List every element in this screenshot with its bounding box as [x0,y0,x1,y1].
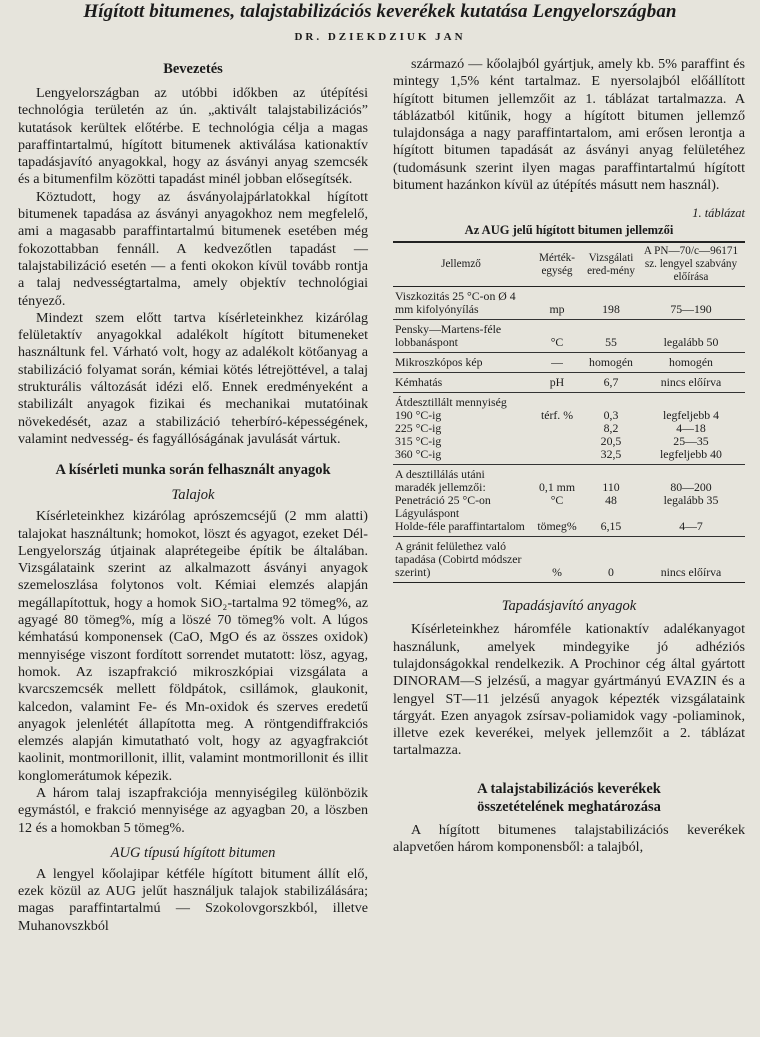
cell-result [585,465,637,537]
residue-standard: 4—7 [679,519,703,534]
distill-result: 20,5 [600,434,622,449]
cell-result: 198 [602,302,620,317]
right-column [393,56,745,856]
residue-result: 110 [602,480,620,495]
heading-soils: Talajok [171,487,215,504]
author: DR. DZIEKDZIUK JAN [294,31,466,43]
cell-property [393,393,529,465]
cell-standard: legalább 50 [637,320,745,353]
article-title: Hígított bitumenes, talajstabilizációs keverékek kutatása Lengyelországban [83,1,677,22]
cell-property: Pensky—Martens-féle lobbanáspont [393,320,529,353]
heading-materials: A kísérleti munka során felhasznált anyagok [55,462,331,479]
residue-item: Holde-féle paraffintartalom [395,519,525,534]
cell-unit: pH [529,373,585,393]
cell-property: Mikroszkópos kép [393,353,529,373]
cell-unit: — [529,353,585,373]
table-row [393,287,745,320]
table-row [393,393,745,465]
properties-table [393,241,745,583]
cell-standard [637,465,745,537]
heading-mix-composition: A talajstabilizációs keverékek összetételének meghatározása [477,780,661,815]
cell-unit: térf. % [529,393,585,465]
col-header-result: Vizsgálati ered-mény [585,242,637,287]
col-header-property: Jellemző [393,242,529,287]
table-row [393,465,745,537]
cell-unit: mp [549,302,565,317]
distill-result: 32,5 [600,447,622,462]
cell-standard [637,393,745,465]
cell-unit: % [529,537,585,583]
cell-standard: 75—190 [670,302,712,317]
col-header-standard: A PN—70/c—96171 sz. lengyel szabvány előírása [637,242,745,287]
heading-aug: AUG típusú hígított bitumen [110,844,276,861]
distill-temp: 360 °C-ig [395,447,442,462]
distill-temp: 315 °C-ig [395,434,442,449]
cell-property: Viszkozitás 25 °C-on Ø 4 mm kifolyónyílás [395,289,516,317]
residue-standard: 80—200 [670,480,712,495]
col-header-unit: Mérték-egység [529,242,585,287]
table-row [393,373,745,393]
paragraph-2: Köztudott, hogy az ásványolajpárlatokkal hígított bitumenek tapadása az ásványi anyagokhoz nem megfelelő, ami a magasabb paraffintartalmú bitumenek esetében még fokozottabban fennáll. A kedvezőtlen tapadást — talajstabilizáció esetén — a fenti okokon kívül tovább rontja a talaj nedvességtartalma, amely objektív technológiai tényező. [18,188,368,309]
residue-item: Lágyuláspont [395,506,460,521]
distill-label: Átdesztillált mennyiség [395,395,507,410]
distill-result: 8,2 [603,421,619,436]
residue-unit: 0,1 mm [538,480,576,495]
cell-unit [529,465,585,537]
distill-temp: 225 °C-ig [395,421,442,436]
heading-adhesion-agents: Tapadásjavító anyagok [501,598,637,615]
distill-temp: 190 °C-ig [395,408,442,423]
cell-result: 0 [585,537,637,583]
cell-result: 55 [585,320,637,353]
cell-property: A gránit felülethez való tapadása (Cobirtd módszer szerint) [393,537,529,583]
table-row [393,320,745,353]
table-title: Az AUG jelű hígított bitumen jellemzői [464,223,674,238]
left-column [18,56,368,935]
distill-standard: 4—18 [676,421,706,436]
paragraph-9: A hígított bitumenes talajstabilizációs keverékek alapvetően három komponensből: a talajból, [393,821,745,856]
cell-standard: nincs előírva [637,537,745,583]
cell-standard: nincs előírva [637,373,745,393]
residue-unit: °C [550,493,564,508]
distill-standard: legfeljebb 4 [662,408,719,423]
table-row [393,537,745,583]
cell-standard: homogén [637,353,745,373]
residue-result: 48 [605,493,617,508]
residue-result: 6,15 [600,519,622,534]
heading-bevezetes: Bevezetés [163,61,223,77]
cell-result [585,393,637,465]
paragraph-1: Lengyelországban az utóbbi időkben az útépítési technológia területén az ún. „aktivált talajstabilizációs” kutatások kerültek előtérbe. E technológia célja a magas paraffintartalmú, hígított bitumenek aktiválása kationaktív tapadásjavító anyagokkal, hogy az ásványi anyag szemcsék és a bitumenfilm közötti tapadást minél jobban elősegítsék. [18,85,368,188]
paragraph-3: Mindezt szem előtt tartva kísérleteinkhez kizárólag felületaktív anyagokkal adalékolt hígított bitumeneket használtunk fel. Várható volt, hogy az adalékolt kötőanyag a stabilizáció folyamat során, kémiai kötés létrejöttével, a talaj strukturális változását idézi elő. Ennek eredményeként a stabilizált anyagok fizikai és mechanikai mutatóinak növekedését, azaz a stabilizáció teherbíró-képességének, valamint nedvesség- és fagyállóságának javulását vártuk. [18,309,368,447]
distill-standard: legfeljebb 40 [660,447,722,462]
residue-item: Penetráció 25 °C-on [395,493,491,508]
paragraph-8: Kísérleteinkhez háromféle kationaktív adalékanyagot használunk, amelyek mindegyike jó adhéziós tulajdonságokkal rendelkezik. A Prochinor cég által gyártott DINORAM—S jelzésű, a magyar gyártmányú EVAZIN és a lengyel ST—11 jelzésű anyagok képezték vizsgálataink tárgyát. Ezen anyagok zsírsav-poliamidok vagy -poliaminok, illetve ezek keverékei, melyek jellemzőit a 2. táblázat tartalmazza. [393,621,745,759]
paragraph-5: A három talaj iszapfrakciója mennyiségileg különbözik egymástól, e frakció mennyisége az agyagban 20, a löszben 12 és a homokban 5 tömeg%. [18,784,368,836]
cell-unit: °C [529,320,585,353]
table-row [393,353,745,373]
distill-standard: 25—35 [673,434,709,449]
paragraph-4: Kísérleteinkhez kizárólag aprószemcséjű (2 mm alatti) talajokat használtunk; homokot, löszt és agyagot, ezeket Dél-Lengyelország útjainak alaprétegeibe építik be általában. Vizsgálataink szerint az alkalmazott ásványi anyagok szemeloszlása folytonos volt. Kémiai elemzés alapján megállapítottuk, hogy a homok SiO₂-tartalma 92 tömeg%, az agyagé 80 tömeg%, míg a löszé 70 tömeg% volt. A lúgos kémhatású komponensek (CaO, MgO és az összes oxidok) mennyisége viszont fordított sorrendet mutatott: lösz, agyag, homok. Az iszapfrakció mikroszkópiai vizsgálata a kvarcszemcsék mellett földpátok, csillámok, glaukonit, kalcedon, valamint Fe- és Mn-oxidok és szerves eredetű anyagok jelenlétét állapította meg. A röntgendiffrakciós elemzés alapján kimutatható volt, hogy az agyagfrakciót kaolinit, montmorillonit, illit, valamint montmorillonit és illit konglomerátumok képezik. [18,508,368,784]
cell-result: homogén [585,353,637,373]
paragraph-7: származó — kőolajból gyártjuk, amely kb. 5% paraffint és mintegy 1,5% ként tartalmaz. E nyersolajból előállított hígított bitumen jellemzőit az 1. táblázat tartalmazza. A táblázatból kitűnik, hogy a hígított bitumen jellemző tulajdonsága a nagy paraffintartalom, ami erősen lerontja a hígított bitumen tapadását az ásványi anyag felületéhez (tudomásunk szerint ilyen magas paraffintartalmú hígított bitument hazánkon kívül az útépítés másutt nem használ). [393,56,745,194]
paragraph-6: A lengyel kőolajipar kétféle hígított bitument állít elő, ezek közül az AUG jelűt használjuk talajok stabilizálására; magas paraffintartalmú — Szokolovgorszkból, illetve Muhanovszkból [18,865,368,934]
distill-result: 0,3 [603,408,619,423]
cell-property: Kémhatás [393,373,529,393]
residue-unit: tömeg% [537,519,577,534]
residue-standard: legalább 35 [663,493,719,508]
residue-label: A desztillálás utáni maradék jellemzői: [395,467,486,495]
table-number: 1. táblázat [692,206,745,221]
cell-property [393,465,529,537]
table-header-row [393,242,745,287]
cell-result: 6,7 [585,373,637,393]
